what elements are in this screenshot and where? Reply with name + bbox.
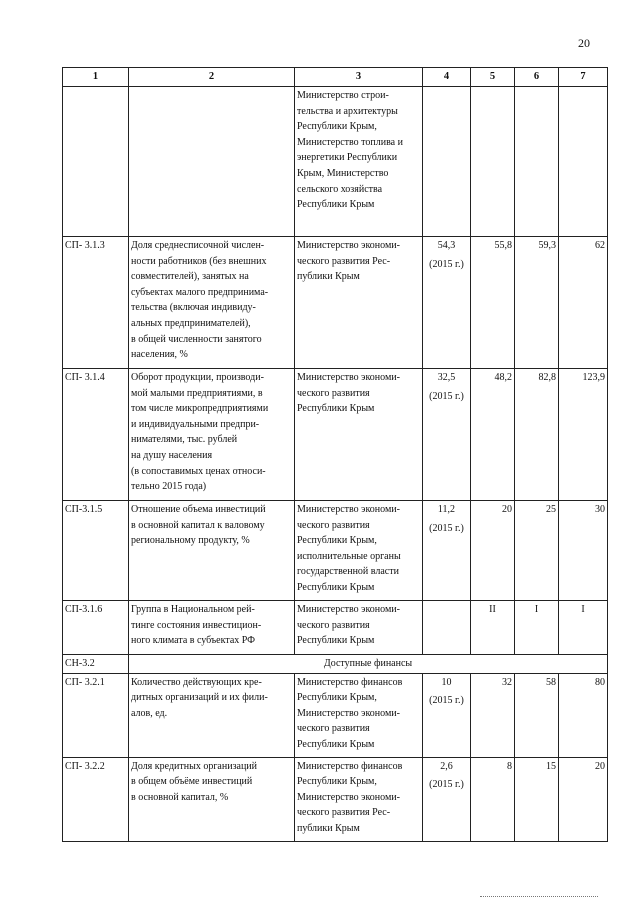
indicator-name: Группа в Национальном рей- тинге состояния инвестицион- ного климата в субъектах РФ	[129, 601, 295, 655]
base-value: 32,5	[437, 372, 456, 383]
column-header: 6	[515, 68, 559, 87]
section-title: Доступные финансы	[129, 655, 608, 674]
column-header: 7	[559, 68, 608, 87]
indicator-code: СП- 3.1.3	[63, 237, 129, 369]
base-year: (2015 г.)	[429, 779, 464, 791]
table-row	[63, 369, 608, 501]
target-value	[471, 87, 515, 237]
responsible-body: Министерство экономи- ческого развития Республики Крым, исполнительные органы государственной власти Республики Крым	[295, 501, 423, 601]
base-value-cell	[423, 87, 471, 237]
target-value: I	[559, 601, 608, 655]
indicator-name: Оборот продукции, производи- мой малыми предприятиями, в том числе микропредприятиями и индивидуальными предпри- нимателями, тыс. рублей на душу населения (в сопоставимых ценах относи- тельно 2015 года)	[129, 369, 295, 501]
column-header: 4	[423, 68, 471, 87]
base-year: (2015 г.)	[429, 695, 464, 707]
target-value: I	[515, 601, 559, 655]
target-value: 58	[515, 673, 559, 757]
base-year: (2015 г.)	[429, 258, 464, 270]
indicator-code: СП-3.1.5	[63, 501, 129, 601]
target-value: II	[471, 601, 515, 655]
page-number: 20	[578, 36, 590, 50]
table-row	[63, 237, 608, 369]
target-value: 20	[559, 757, 608, 841]
indicator-name: Доля кредитных организаций в общем объёме инвестиций в основной капитал, %	[129, 757, 295, 841]
base-value: 2,6	[440, 760, 453, 772]
base-value: 10	[441, 676, 452, 688]
responsible-body: Министерство строи- тельства и архитектуры Республики Крым, Министерство топлива и энергетики Республики Крым, Министерство сельского хозяйства Республики Крым	[295, 87, 423, 237]
section-row	[63, 655, 608, 674]
responsible-body: Министерство экономи- ческого развития Республики Крым	[295, 369, 423, 501]
indicators-table	[62, 67, 608, 842]
column-header: 5	[471, 68, 515, 87]
indicator-code: СП- 3.2.1	[63, 673, 129, 757]
section-code: СН-3.2	[63, 655, 129, 674]
indicator-code: СП- 3.1.4	[63, 369, 129, 501]
indicator-name: Доля среднесписочной числен- ности работников (без внешних совместителей), занятых на субъектах малого предпринима- тельства (включая индивиду- альных предпринимателей), в общей численности занятого населения, %	[129, 237, 295, 369]
table-row	[63, 501, 608, 601]
responsible-body: Министерство экономи- ческого развития Рес- публики Крым	[295, 237, 423, 369]
base-value: 54,3	[437, 240, 456, 251]
column-header: 1	[63, 68, 129, 87]
indicator-code: СП-3.1.6	[63, 601, 129, 655]
base-value-cell	[423, 501, 471, 601]
column-header: 3	[295, 68, 423, 87]
target-value: 123,9	[559, 369, 608, 501]
target-value	[559, 87, 608, 237]
responsible-body: Министерство финансов Республики Крым, Министерство экономи- ческого развития Рес- публики Крым	[295, 757, 423, 841]
indicator-name	[129, 87, 295, 237]
target-value: 62	[559, 237, 608, 369]
target-value: 15	[515, 757, 559, 841]
table-row	[63, 601, 608, 655]
base-value-cell	[423, 601, 471, 655]
target-value: 80	[559, 673, 608, 757]
target-value	[515, 87, 559, 237]
responsible-body: Министерство финансов Республики Крым, Министерство экономи- ческого развития Республики Крым	[295, 673, 423, 757]
base-year: (2015 г.)	[429, 522, 464, 534]
table-header-row	[63, 68, 608, 87]
base-value-cell	[423, 237, 471, 369]
table-row	[63, 87, 608, 237]
base-value: 11,2	[437, 504, 456, 515]
base-value-cell	[423, 369, 471, 501]
responsible-body: Министерство экономи- ческого развития Республики Крым	[295, 601, 423, 655]
indicator-name: Отношение объема инвестиций в основной капитал к валовому региональному продукту, %	[129, 501, 295, 601]
column-header: 2	[129, 68, 295, 87]
indicator-name: Количество действующих кре- дитных организаций и их фили- алов, ед.	[129, 673, 295, 757]
base-value-cell	[423, 757, 471, 841]
target-value: 82,8	[515, 369, 559, 501]
target-value: 55,8	[471, 237, 515, 369]
target-value: 20	[471, 501, 515, 601]
target-value: 48,2	[471, 369, 515, 501]
base-value-cell	[423, 673, 471, 757]
target-value: 32	[471, 673, 515, 757]
target-value: 59,3	[515, 237, 559, 369]
base-year: (2015 г.)	[429, 390, 464, 402]
target-value: 8	[471, 757, 515, 841]
indicator-code: СП- 3.2.2	[63, 757, 129, 841]
target-value: 30	[559, 501, 608, 601]
target-value: 25	[515, 501, 559, 601]
table-row	[63, 757, 608, 841]
footer-dotted-line	[480, 896, 598, 897]
table-row	[63, 673, 608, 757]
indicator-code	[63, 87, 129, 237]
